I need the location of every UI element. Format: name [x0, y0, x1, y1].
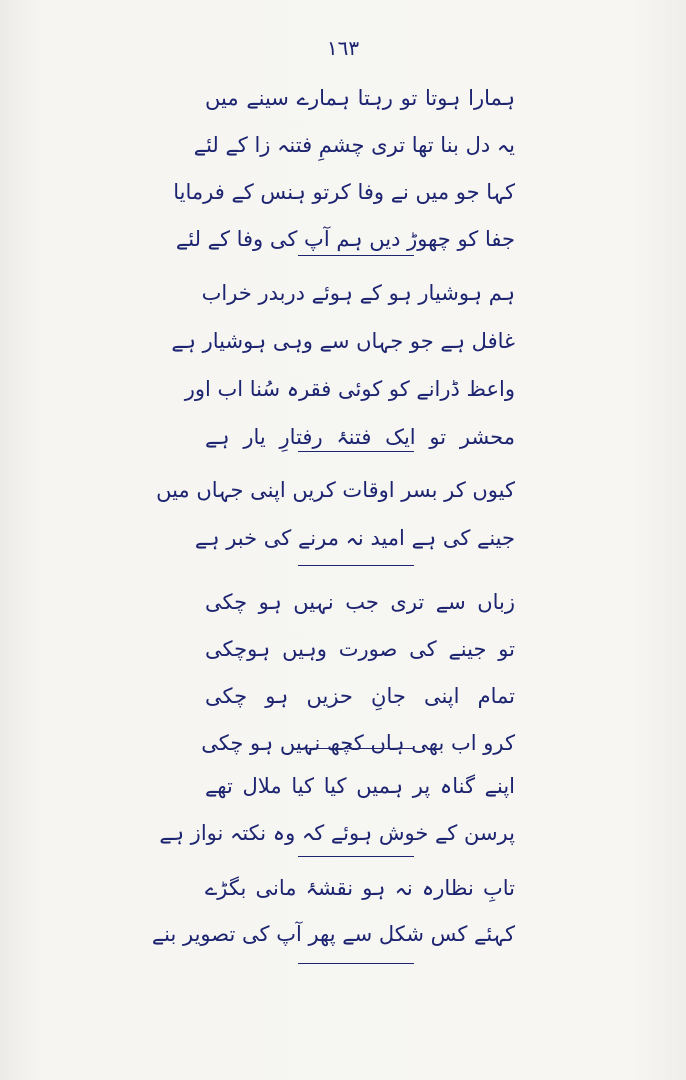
page-number: ١٦٣: [326, 36, 360, 60]
stanza-divider: [298, 856, 414, 857]
stanza-divider: [298, 255, 414, 256]
verse-line: جفا کو چھوڑ دیں ہم آپ کی وفا کے لئے: [175, 227, 515, 251]
stanza-2: [171, 281, 515, 449]
stanza-divider: [298, 451, 414, 452]
verse-line: ہم ہوشیار ہو کے ہوئے دربدر خراب: [201, 281, 515, 305]
stanza-divider: [298, 565, 414, 566]
verse-line: کہئے کس شکل سے پھر آپ کی تصویر بنے: [151, 922, 515, 946]
verse-line: اپنے گناہ پر ہمیں کیا کیا ملال تھے: [205, 774, 515, 798]
verse-line: جینے کی ہے امید نہ مرنے کی خبر ہے: [194, 526, 515, 550]
verse-line: کیوں کر بسر اوقات کریں اپنی جہاں میں: [156, 478, 515, 502]
verse-line: کرو اب بھی ہاں کچھ نہیں ہو چکی: [201, 731, 515, 755]
verse-line: واعظ ڈرانے کو کوئی فقرہ سُنا اب اور: [184, 377, 515, 401]
stanza-divider: [298, 963, 414, 964]
stanza-6: [151, 876, 515, 946]
verse-line: ہمارا ہوتا تو رہتا ہمارے سینے میں: [205, 86, 515, 110]
verse-line: تو جینے کی صورت وہیں ہوچکی: [205, 637, 515, 661]
stanza-3: [156, 478, 515, 550]
stanza-1: [173, 86, 515, 251]
verse-line: یہ دل بنا تھا تری چشمِ فتنہ زا کے لئے: [193, 133, 515, 157]
verse-line: کہا جو میں نے وفا کرتو ہنس کے فرمایا: [173, 180, 515, 204]
verse-line: محشر تو ایک فتنۂ رفتارِ یار ہے: [205, 425, 515, 449]
stanza-divider: [298, 748, 414, 749]
verse-line: تمام اپنی جانِ حزیں ہو چکی: [205, 684, 515, 708]
verse-line: پرسن کے خوش ہوئے کہ وہ نکتہ نواز ہے: [159, 821, 515, 845]
verse-line: غافل ہے جو جہاں سے وہی ہوشیار ہے: [171, 329, 515, 353]
verse-line: زباں سے تری جب نہیں ہو چکی: [205, 590, 515, 614]
stanza-5: [159, 774, 515, 845]
verse-line: تابِ نظارہ نہ ہو نقشۂ مانی بگڑے: [205, 876, 515, 900]
stanza-4: [201, 590, 515, 755]
